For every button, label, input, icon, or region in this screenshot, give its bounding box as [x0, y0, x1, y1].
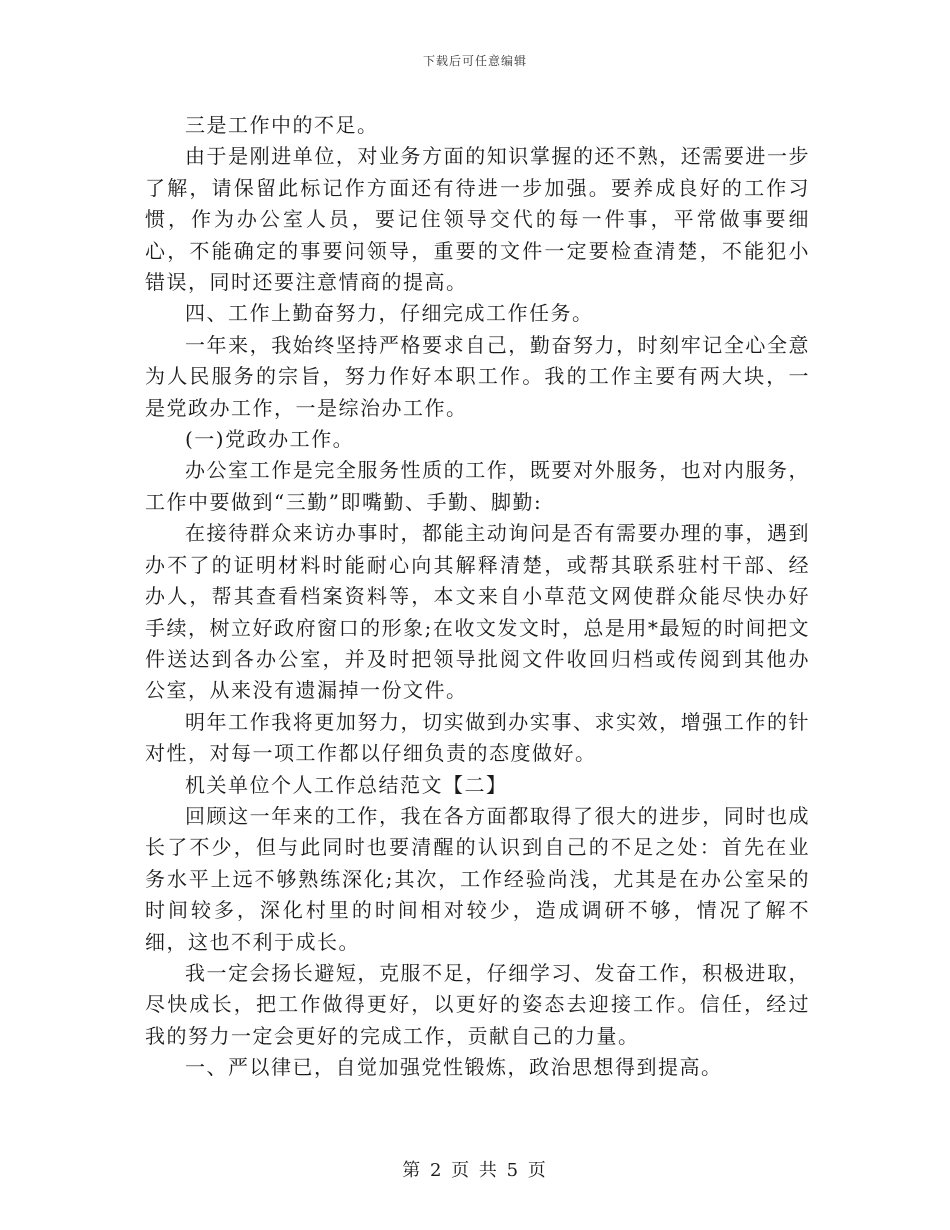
page-number: 第 2 页 共 5 页	[402, 1160, 548, 1181]
paragraph: 回顾这一年来的工作，我在各方面都取得了很大的进步，同时也成长了不少，但与此同时也要清醒的认识到自己的不足之处：首先在业务水平上远不够熟练深化;其次，工作经验尚浅，尤其是在办公室呆的时间较多，深化村里的时间相对较少，造成调研不够，情况了解不细，这也不利于成长。	[145, 803, 810, 954]
page-header: 下载后可任意编辑	[422, 54, 527, 68]
paragraph: 明年工作我将更加努力，切实做到办实事、求实效，增强工作的针对性，对每一项工作都以仔细负责的态度做好。	[145, 709, 810, 766]
paragraph: 我一定会扬长避短，克服不足，仔细学习、发奋工作，积极进取，尽快成长，把工作做得更好，以更好的姿态去迎接工作。信任，经过我的努力一定会更好的完成工作，贡献自己的力量。	[145, 960, 810, 1048]
section-heading: 一、严以律已，自觉加强党性锻炼，政治思想得到提高。	[185, 1055, 723, 1080]
subsection-heading: (一)党政办工作。	[185, 427, 355, 452]
section-heading: 四、工作上勤奋努力，仔细完成工作任务。	[185, 301, 594, 326]
paragraph: 由于是刚进单位，对业务方面的知识掌握的还不熟，还需要进一步了解，请保留此标记作方面还有待进一步加强。要养成良好的工作习惯，作为办公室人员，要记住领导交代的每一件事，平常做事要细心，不能确定的事要问领导，重要的文件一定要检查清楚，不能犯小错误，同时还要注意情商的提高。	[145, 144, 810, 295]
paragraph: 一年来，我始终坚持严格要求自己，勤奋努力，时刻牢记全心全意为人民服务的宗旨，努力作好本职工作。我的工作主要有两大块，一是党政办工作，一是综治办工作。	[145, 332, 810, 420]
article-title: 机关单位个人工作总结范文【二】	[185, 772, 508, 797]
paragraph: 在接待群众来访办事时，都能主动询问是否有需要办理的事，遇到办不了的证明材料时能耐心向其解释清楚，或帮其联系驻村干部、经办人，帮其查看档案资料等，本文来自小草范文网使群众能尽快办好手续，树立好政府窗口的形象;在收文发文时，总是用*最短的时间把文件送达到各办公室，并及时把领导批阅文件收回归档或传阅到其他办公室，从来没有遗漏掉一份文件。	[145, 521, 810, 703]
paragraph: 三是工作中的不足。	[185, 113, 379, 137]
paragraph: 办公室工作是完全服务性质的工作，既要对外服务，也对内服务，工作中要做到“三勤”即嘴勤、手勤、脚勤:	[145, 458, 810, 514]
document-body	[145, 110, 810, 1084]
